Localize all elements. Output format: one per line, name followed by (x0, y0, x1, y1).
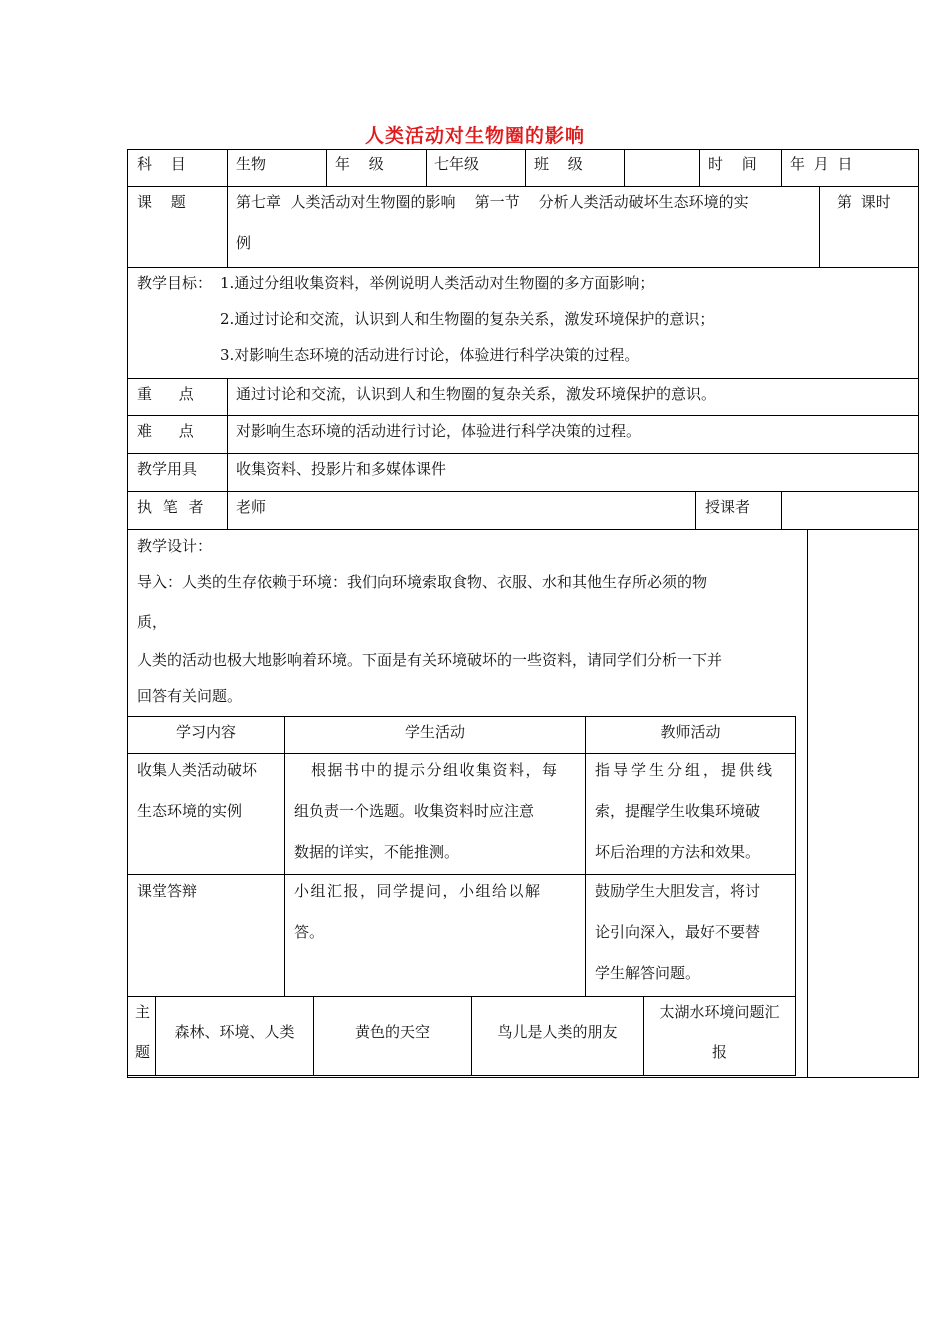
table-border (127, 267, 919, 268)
theme-label: 主 (135, 1003, 151, 1021)
subject-label: 科 目 (137, 155, 186, 173)
key-point-value: 通过讨论和交流，认识到人和生物圈的复杂关系，激发环境保护的意识。 (236, 385, 717, 403)
period-label: 第 课时 (837, 193, 891, 211)
header-content: 学习内容 (175, 723, 236, 741)
table-border (781, 491, 782, 529)
inner-table-border (127, 996, 796, 997)
table-border (624, 149, 625, 186)
topic-label: 课 题 (137, 193, 186, 211)
row1-teacher: 索，提醒学生收集环境破 (595, 802, 761, 820)
row1-teacher: 指导学生分组，提供线 (595, 761, 776, 779)
materials-label: 教学用具 (137, 460, 198, 478)
objective-item: 1.通过分组收集资料，举例说明人类活动对生物圈的多方面影响； (220, 274, 655, 292)
row1-student: 组负责一个选题。收集资料时应注意 (294, 802, 535, 820)
inner-table-border (127, 716, 796, 717)
subject-value: 生物 (236, 155, 267, 173)
table-border (699, 149, 700, 186)
row1-student: 根据书中的提示分组收集资料，每 (311, 761, 559, 779)
theme-label: 题 (135, 1043, 151, 1061)
topic-value-line2: 例 (236, 234, 252, 252)
table-border (127, 491, 919, 492)
header-teacher: 教师活动 (660, 723, 721, 741)
intro-line: 回答有关问题。 (137, 687, 243, 705)
theme-item: 报 (711, 1043, 727, 1061)
difficulty-label: 难 点 (137, 422, 194, 440)
design-label: 教学设计： (137, 537, 213, 555)
inner-table-border (585, 716, 586, 996)
time-value: 年 月 日 (790, 155, 853, 173)
table-border (781, 149, 782, 186)
time-label: 时 间 (708, 155, 757, 173)
table-border (127, 1077, 919, 1078)
table-border (127, 186, 919, 187)
table-border (127, 453, 919, 454)
theme-item: 黄色的天空 (354, 1023, 430, 1041)
table-border (227, 149, 228, 186)
intro-line: 导入：人类的生存依赖于环境：我们向环境索取食物、衣服、水和其他生存所必须的物 (137, 573, 708, 591)
table-border (807, 529, 808, 1077)
table-border (819, 186, 820, 267)
row1-teacher: 坏后治理的方法和效果。 (595, 843, 761, 861)
class-label: 班 级 (534, 155, 583, 173)
table-border (525, 149, 526, 186)
row2-student: 小组汇报，同学提问，小组给以解 (294, 882, 542, 900)
row2-content: 课堂答辩 (137, 882, 198, 900)
row2-student: 答。 (294, 923, 325, 941)
table-border (227, 186, 228, 267)
table-border (918, 149, 919, 1078)
document-title: 人类活动对生物圈的影响 (364, 125, 585, 147)
grade-value: 七年级 (434, 155, 480, 173)
table-border (227, 378, 228, 529)
topic-value-line1: 第七章 人类活动对生物圈的影响 第一节 分析人类活动破坏生态环境的实 (236, 193, 749, 211)
table-border (326, 149, 327, 186)
objectives-label: 教学目标： (137, 274, 213, 292)
table-border (127, 149, 128, 1078)
inner-table-border (127, 1075, 796, 1076)
row1-content: 生态环境的实例 (137, 802, 243, 820)
inner-table-border (795, 716, 796, 1076)
row2-teacher: 鼓励学生大胆发言，将讨 (595, 882, 761, 900)
table-border (127, 415, 919, 416)
row1-content: 收集人类活动破坏 (137, 761, 258, 779)
difficulty-value: 对影响生态环境的活动进行讨论，体验进行科学决策的过程。 (236, 422, 642, 440)
row1-student: 数据的详实，不能推测。 (294, 843, 460, 861)
table-border (695, 491, 696, 529)
table-border (426, 149, 427, 186)
row2-teacher: 学生解答问题。 (595, 964, 701, 982)
key-point-label: 重 点 (137, 385, 194, 403)
objective-item: 2.通过讨论和交流，认识到人和生物圈的复杂关系，激发环境保护的意识； (220, 310, 715, 328)
intro-line: 人类的活动也极大地影响着环境。下面是有关环境破坏的一些资料，请同学们分析一下并 (137, 651, 723, 669)
inner-table-border (127, 753, 796, 754)
writer-value: 老师 (236, 498, 267, 516)
grade-label: 年 级 (335, 155, 384, 173)
inner-table-border (127, 874, 796, 875)
table-border (127, 378, 919, 379)
theme-item: 太湖水环境问题汇 (659, 1003, 780, 1021)
objective-item: 3.对影响生态环境的活动进行讨论，体验进行科学决策的过程。 (220, 346, 640, 364)
inner-table-border (284, 716, 285, 996)
header-student: 学生活动 (404, 723, 465, 741)
table-border (127, 529, 919, 530)
theme-item: 鸟儿是人类的朋友 (497, 1023, 618, 1041)
row2-teacher: 论引向深入，最好不要替 (595, 923, 761, 941)
theme-item: 森林、环境、人类 (174, 1023, 295, 1041)
writer-label: 执 笔 者 (137, 498, 204, 516)
materials-value: 收集资料、投影片和多媒体课件 (236, 460, 447, 478)
table-border (127, 149, 919, 150)
teacher-label: 授课者 (705, 498, 751, 516)
intro-line: 质， (137, 613, 168, 631)
